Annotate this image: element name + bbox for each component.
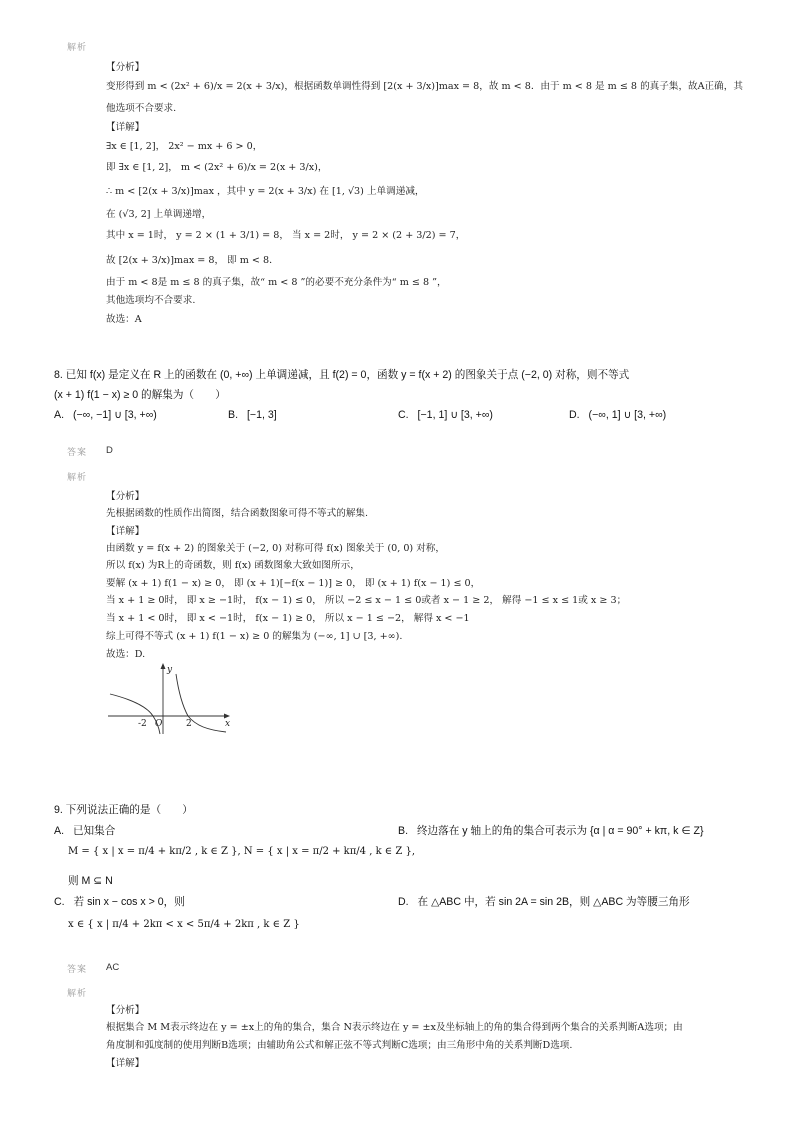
question-8-stem: 8. 已知 f(x) 是定义在 R 上的函数在 (0, +∞) 上单调递减，且 f(2) = 0，函数 y = f(x + 2) 的图象关于点 (−2, 0) 对称，则不等式 (54, 369, 630, 381)
question-9-stem: 9. 下列说法正确的是（ ） (54, 804, 193, 816)
solution-line: 即 ∃x ∈ [1, 2]， m < (2x² + 6)/x = 2(x + 3/x)， (106, 162, 328, 173)
jiexi-label: 解析 (67, 988, 88, 998)
option-key: B. (228, 409, 239, 421)
fenxi-text-line: 角度制和弧度制的使用判断B选项；由辅助角公式和解正弦不等式判断C选项；由三角形中角的关系判断D选项. (106, 1040, 573, 1051)
solution-line: 故选：A (106, 314, 142, 325)
option-text: 若 sin x − cos x > 0，则 (73, 896, 185, 908)
solution-line: 所以 f(x) 为R上的奇函数，则 f(x) 函数图象大致如图所示， (106, 560, 360, 571)
option-text: 在 △ABC 中，若 sin 2A = sin 2B，则 △ABC 为等腰三角形 (417, 896, 690, 908)
solution-line: 当 x + 1 < 0时， 即 x < −1时， f(x − 1) ≥ 0， 所以 x − 1 ≤ −2， 解得 x < −1 (106, 613, 470, 624)
solution-line: 故 [2(x + 3/x)]max = 8， 即 m < 8． (106, 255, 279, 266)
solution-line: 当 x + 1 ≥ 0时， 即 x ≥ −1时， f(x − 1) ≤ 0， 所以 −2 ≤ x − 1 ≤ 0或者 x − 1 ≥ 2， 解得 −1 ≤ x ≤ 1或 x ≥ 3； (106, 595, 627, 606)
fenxi-heading: 【分析】 (106, 62, 145, 73)
option-a-conclusion: 则 M ⊆ N (68, 875, 113, 887)
option-d[interactable] (398, 894, 690, 909)
fenxi-text-line: 他选项不合要求. (106, 103, 177, 114)
option-key: C. (54, 896, 65, 908)
option-key: D. (398, 896, 409, 908)
solution-line: 要解 (x + 1) f(1 − x) ≥ 0， 即 (x + 1)[−f(x − 1)] ≥ 0， 即 (x + 1) f(x − 1) ≤ 0， (106, 578, 481, 589)
option-c[interactable] (54, 894, 185, 909)
function-graph (104, 660, 240, 736)
option-text: 已知集合 (72, 825, 116, 837)
jiexi-label: 解析 (67, 472, 88, 482)
option-key: A. (54, 409, 65, 421)
xiangjie-heading: 【详解】 (106, 122, 145, 133)
answer-value: AC (106, 962, 120, 973)
option-text: (−∞, −1] ∪ [3, +∞) (72, 409, 157, 421)
option-a-formula: M = { x | x = π/4 + kπ/2 , k ∈ Z }, N = { x | x = π/2 + kπ/4 , k ∈ Z }, (68, 846, 416, 857)
solution-line: ∴ m < [2(x + 3/x)]max ，其中 y = 2(x + 3/x) 在 [1, √3) 上单调递减， (106, 186, 425, 197)
fenxi-text-line: 根据集合 M M表示终边在 y = ±x上的角的集合，集合 N表示终边在 y = ±x及坐标轴上的角的集合得到两个集合的关系判断A选项；由 (106, 1022, 683, 1033)
option-text: (−∞, 1] ∪ [3, +∞) (588, 409, 667, 421)
daan-label: 答案 (67, 447, 88, 457)
option-b[interactable] (228, 409, 277, 421)
fenxi-heading: 【分析】 (106, 491, 145, 502)
option-a[interactable] (54, 823, 115, 838)
option-text: [−1, 3] (246, 409, 277, 421)
option-key: D. (569, 409, 580, 421)
solution-line: 其他选项均不合要求. (106, 295, 196, 306)
tick-label-2: 2 (186, 719, 192, 729)
option-b[interactable] (398, 823, 704, 838)
xiangjie-heading: 【详解】 (106, 526, 145, 537)
right-branch (176, 674, 226, 732)
solution-line: 在 (√3, 2] 上单调递增， (106, 209, 212, 220)
option-key: A. (54, 825, 65, 837)
solution-line: 综上可得不等式 (x + 1) f(1 − x) ≥ 0 的解集为 (−∞, 1] ∪ [3, +∞). (106, 631, 403, 642)
question-8-stem: (x + 1) f(1 − x) ≥ 0 的解集为（ ） (54, 389, 226, 401)
solution-line: 由函数 y = f(x + 2) 的图象关于 (−2, 0) 对称可得 f(x) 图象关于 (0, 0) 对称， (106, 543, 445, 554)
xiangjie-heading: 【详解】 (106, 1058, 145, 1069)
option-c[interactable] (398, 409, 493, 421)
fenxi-text-line: 变形得到 m < (2x² + 6)/x = 2(x + 3/x)，根据函数单调性得到 [2(x + 3/x)]max = 8，故 m < 8．由于 m < 8 是 m ≤ 8 的真子集，故A正确，其 (106, 81, 743, 92)
option-key: B. (398, 825, 409, 837)
y-axis-arrow (161, 663, 166, 669)
y-axis-label: y (167, 665, 173, 675)
solution-line: ∃x ∈ [1, 2]， 2x² − mx + 6 > 0， (106, 141, 263, 152)
option-c-formula: x ∈ { x | π/4 + 2kπ < x < 5π/4 + 2kπ , k ∈ Z } (68, 919, 300, 930)
option-d[interactable] (569, 409, 666, 421)
x-axis-label: x (225, 719, 231, 729)
tick-label-neg2: -2 (138, 719, 147, 729)
option-key: C. (398, 409, 409, 421)
option-text: 终边落在 y 轴上的角的集合可表示为 {α | α = 90° + kπ, k ∈ Z} (416, 825, 704, 837)
left-branch (110, 694, 160, 734)
solution-line: 其中 x = 1时， y = 2 × (1 + 3/1) = 8， 当 x = 2时， y = 2 × (2 + 3/2) = 7， (106, 230, 466, 241)
solution-line: 由于 m < 8是 m ≤ 8 的真子集，故“ m < 8 ”的必要不充分条件为“ m ≤ 8 ”， (106, 277, 447, 288)
option-a[interactable] (54, 409, 157, 421)
fenxi-heading: 【分析】 (106, 1005, 145, 1016)
option-text: [−1, 1] ∪ [3, +∞) (417, 409, 493, 421)
answer-value: D (106, 445, 113, 456)
origin-label: O (155, 719, 163, 729)
daan-label: 答案 (67, 964, 88, 974)
x-axis-arrow (224, 714, 230, 719)
fenxi-text: 先根据函数的性质作出简图，结合函数图象可得不等式的解集. (106, 508, 369, 519)
jiexi-label: 解析 (67, 42, 88, 52)
solution-line: 故选：D. (106, 649, 146, 660)
